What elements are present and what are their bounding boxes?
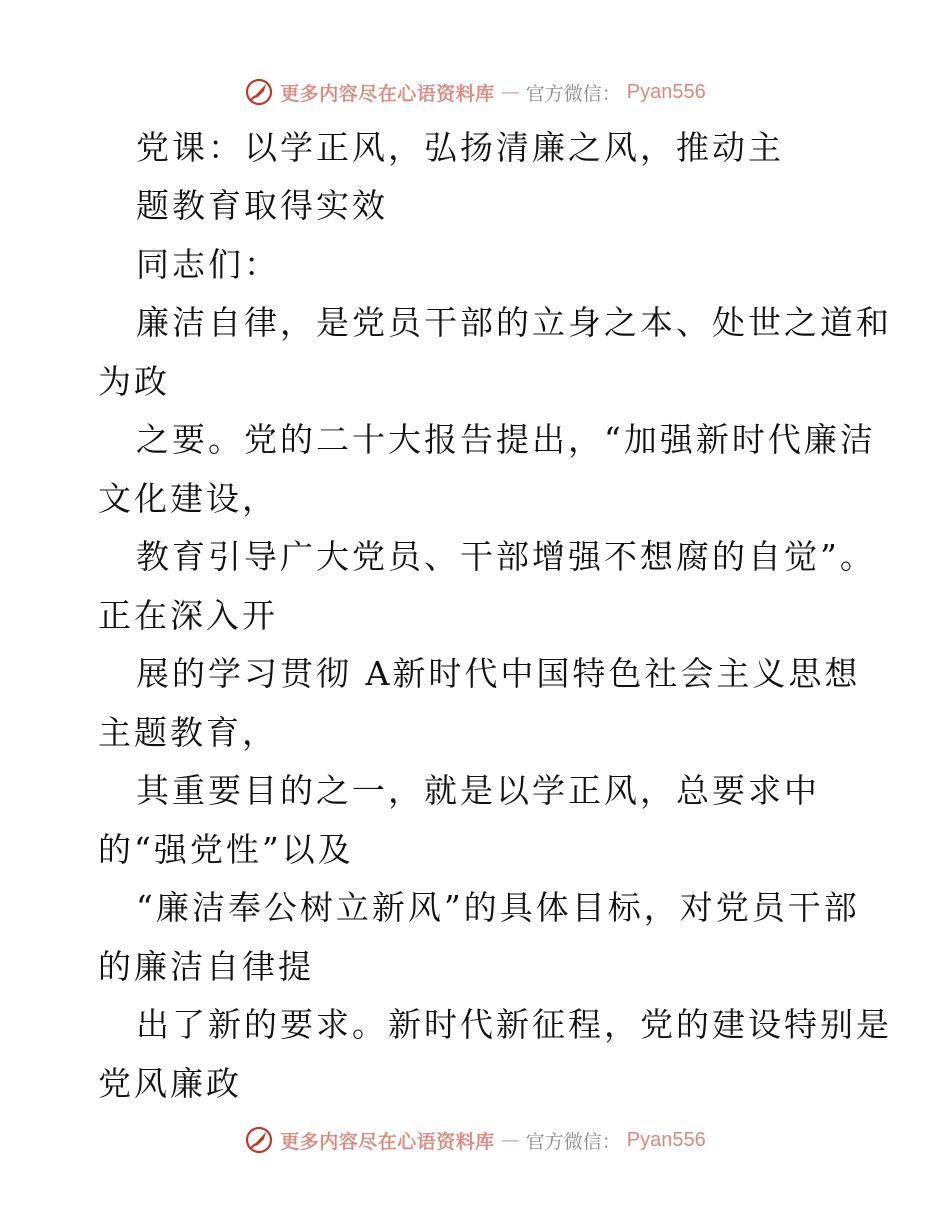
watermark-brand-text: 更多内容尽在心语资料库 (280, 1130, 495, 1153)
watermark-separator: — (500, 81, 520, 103)
watermark-wechat-label: 官方微信： (525, 1130, 621, 1153)
watermark-wechat-label: 官方微信： (525, 82, 621, 105)
document-title-line-1: 党课：以学正风，弘扬清廉之风，推动主 (136, 128, 784, 167)
paragraph-line: 为政 (98, 362, 170, 401)
paragraph-line: 的廉洁自律提 (98, 947, 314, 986)
footer-watermark (0, 1120, 950, 1160)
paragraph-line: 廉洁自律，是党员干部的立身之本、处世之道和 (136, 303, 892, 342)
paragraph-line: 主题教育， (98, 713, 278, 752)
document-title-line-2: 题教育取得实效 (136, 186, 388, 225)
paragraph-line: 正在深入开 (98, 596, 278, 635)
paragraph-line: 的“强党性”以及 (98, 830, 354, 869)
paragraph-line: 其重要目的之一，就是以学正风，总要求中 (136, 771, 820, 810)
watermark-separator: — (500, 1129, 520, 1151)
paragraph-line: 展的学习贯彻 A新时代中国特色社会主义思想 (136, 654, 861, 693)
watermark-brand-text: 更多内容尽在心语资料库 (280, 82, 495, 105)
watermark-wechat-id: Pyan556 (626, 80, 706, 103)
paragraph-line: 党风廉政 (98, 1064, 242, 1103)
quill-logo-icon (244, 1125, 274, 1155)
paragraph-line: “廉洁奉公树立新风”的具体目标，对党员干部 (136, 888, 860, 927)
paragraph-line: 文化建设， (98, 479, 278, 518)
paragraph-line: 教育引导广大党员、干部增强不想腐的自觉”。 (136, 537, 876, 576)
salutation: 同志们： (136, 245, 280, 284)
paragraph-line: 之要。党的二十大报告提出，“加强新时代廉洁 (136, 420, 876, 459)
paragraph-line: 出了新的要求。新时代新征程，党的建设特别是 (136, 1005, 892, 1044)
watermark-wechat-id: Pyan556 (626, 1128, 706, 1151)
